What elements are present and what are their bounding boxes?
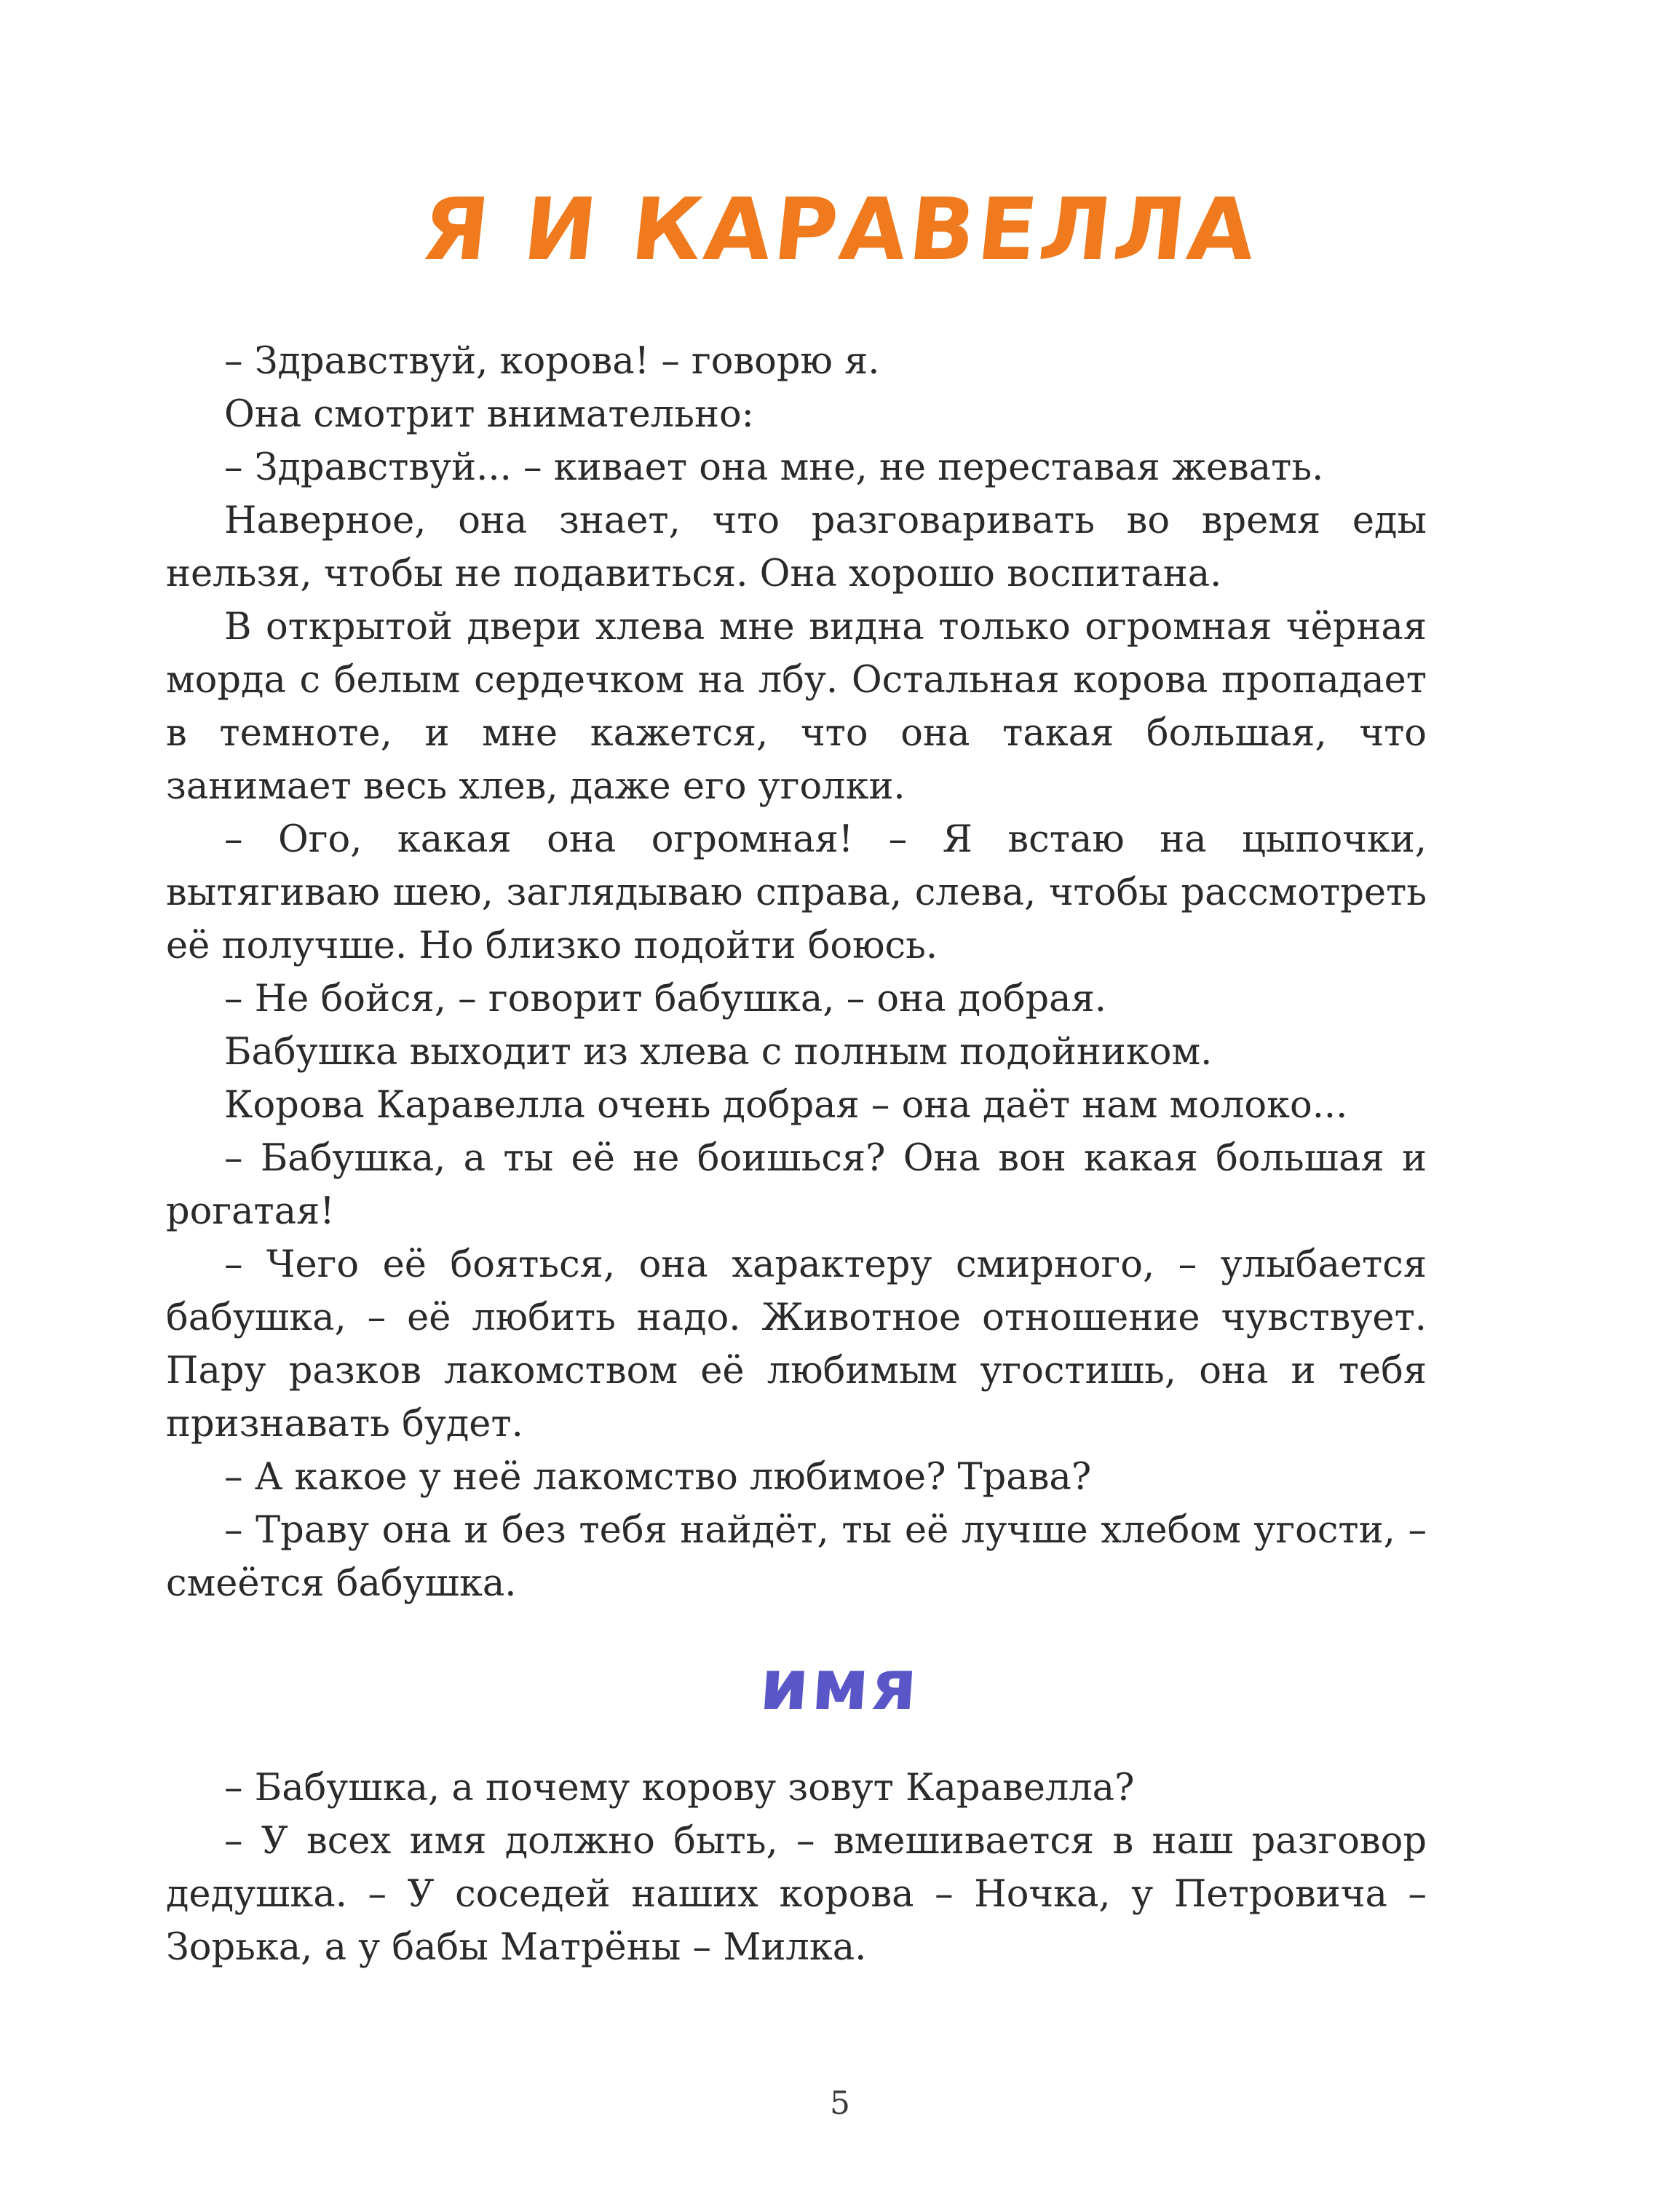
chapter-body: [166, 335, 1427, 1610]
paragraph: Наверное, она знает, что разговаривать во время еды нельзя, чтобы не подавиться. Она хорошо воспитана.: [166, 499, 1427, 595]
paragraph: – Бабушка, а почему корову зовут Каравелла?: [224, 1767, 1135, 1810]
paragraph: Она смотрит внимательно:: [224, 393, 754, 436]
paragraph: – Здравствуй... – кивает она мне, не переставая жевать.: [224, 446, 1324, 489]
paragraph: Корова Каравелла очень добрая – она даёт нам молоко...: [224, 1084, 1348, 1127]
paragraph: – Ого, какая она огромная! – Я встаю на цыпочки, вытягиваю шею, заглядываю справа, слева, чтобы рассмотреть её получше. Но близко подойти боюсь.: [166, 818, 1427, 967]
paragraph: – Здравствуй, корова! – говорю я.: [224, 340, 880, 383]
page-number: 5: [830, 2085, 850, 2122]
paragraph: – Бабушка, а ты её не боишься? Она вон какая большая и рогатая!: [166, 1137, 1427, 1233]
paragraph: – Чего её бояться, она характеру смирного, – улыбается бабушка, – её любить надо. Животное отношение чувствует. Пару разков лакомством её любимым угостишь, она и тебя признавать будет.: [166, 1243, 1427, 1446]
paragraph: – Траву она и без тебя найдёт, ты её лучше хлебом угости, – смеётся бабушка.: [166, 1509, 1427, 1605]
paragraph: – У всех имя должно быть, – вмешивается в наш разговор дедушка. – У соседей наших корова – Ночка, у Петровича – Зорька, а у бабы Матрёны – Милка.: [166, 1820, 1427, 1969]
paragraph: – А какое у неё лакомство любимое? Трава?: [224, 1456, 1092, 1499]
chapter-title: Я И КАРАВЕЛЛА: [417, 179, 1263, 280]
paragraph: В открытой двери хлева мне видна только огромная чёрная морда с белым сердечком на лбу. Остальная корова пропадает в темноте, и мне кажется, что она такая большая, что занимает весь хлев, даже его уголки.: [166, 606, 1427, 808]
section-title: имя: [757, 1644, 923, 1726]
paragraph: Бабушка выходит из хлева с полным подойником.: [224, 1031, 1213, 1074]
paragraph: – Не бойся, – говорит бабушка, – она добрая.: [224, 978, 1106, 1021]
section-body: [166, 1762, 1427, 1974]
